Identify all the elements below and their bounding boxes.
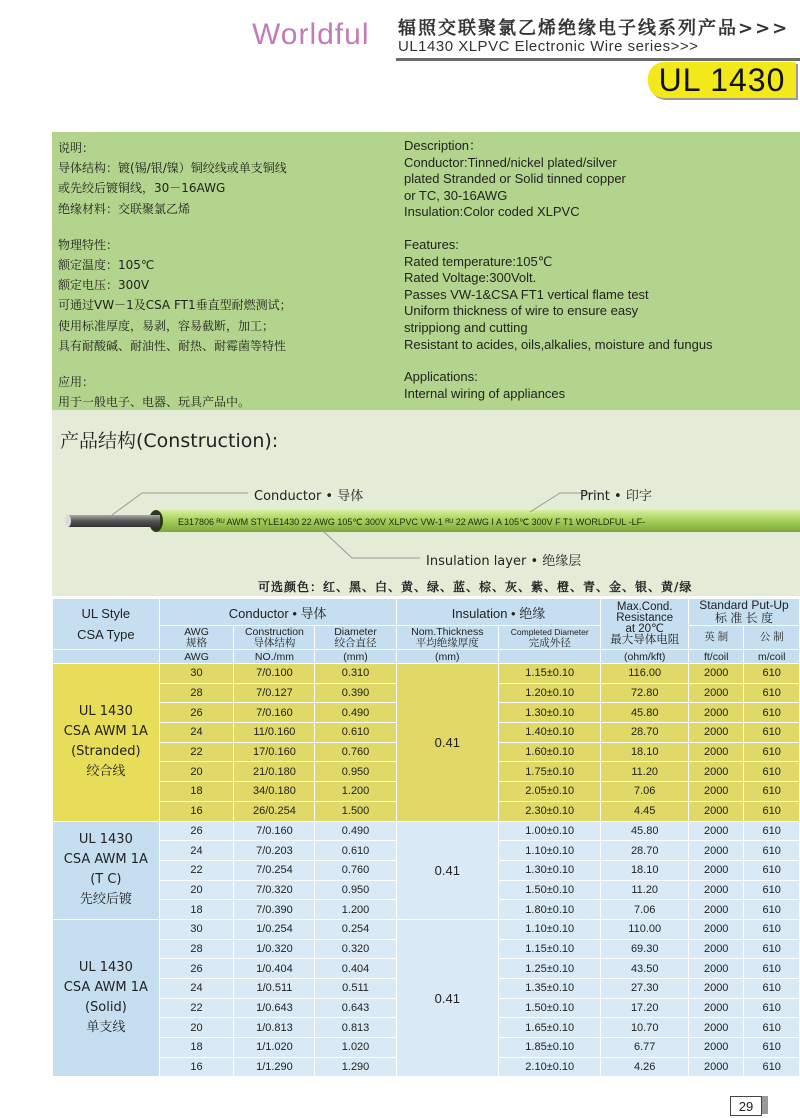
cell-construction: 1/1.020: [234, 1038, 315, 1058]
cell-diameter: 0.760: [315, 742, 396, 762]
cell-resistance: 45.80: [601, 703, 689, 723]
cell-construction: 7/0.254: [234, 860, 315, 880]
desc-cn-app: 用于一般电子、电器、玩具产品中。: [58, 395, 251, 410]
cell-m: 610: [744, 1057, 800, 1077]
cell-construction: 1/0.320: [234, 939, 315, 959]
cell-completed-diameter: 2.30±0.10: [499, 801, 601, 821]
cell-resistance: 27.30: [601, 979, 689, 999]
cell-awg: 30: [159, 664, 234, 684]
conductor-tip: [65, 515, 71, 527]
desc-en-temp: Rated temperature:105℃: [404, 253, 553, 269]
desc-en-insulation: Insulation:Color coded XLPVC: [404, 204, 580, 220]
cell-ft: 2000: [688, 664, 743, 684]
cell-ft: 2000: [688, 1038, 743, 1058]
desc-cn-conductor-1: 导体结构：镀(锡/银/镍）铜绞线或单支铜线: [58, 161, 287, 176]
cell-m: 610: [744, 703, 800, 723]
brand-logo: Worldful: [252, 18, 370, 51]
cell-m: 610: [744, 979, 800, 999]
table-row: [53, 821, 800, 841]
cell-completed-diameter: 1.85±0.10: [499, 1038, 601, 1058]
cell-diameter: 0.390: [315, 683, 396, 703]
cell-completed-diameter: 2.05±0.10: [499, 782, 601, 802]
insulation-pointer: [322, 530, 352, 558]
group-label: UL 1430 CSA AWM 1A (Stranded) 绞合线: [53, 664, 160, 822]
cell-completed-diameter: 1.20±0.10: [499, 683, 601, 703]
cell-awg: 26: [159, 703, 234, 723]
cell-completed-diameter: 1.50±0.10: [499, 998, 601, 1018]
cell-diameter: 0.760: [315, 860, 396, 880]
cell-completed-diameter: 1.15±0.10: [499, 939, 601, 959]
header-ft: 英 制: [688, 626, 743, 650]
header-putup: Standard Put-Up 标 准 长 度: [688, 599, 799, 626]
cell-diameter: 1.500: [315, 801, 396, 821]
cell-ft: 2000: [688, 860, 743, 880]
cell-m: 610: [744, 1018, 800, 1038]
cell-construction: 1/1.290: [234, 1057, 315, 1077]
cell-awg: 30: [159, 919, 234, 939]
desc-en-resist: Resistant to acides, oils,alkalies, moisture and fungus: [404, 336, 713, 352]
page-number: 29: [730, 1096, 762, 1116]
cell-ft: 2000: [688, 919, 743, 939]
cell-m: 610: [744, 723, 800, 743]
cell-resistance: 4.26: [601, 1057, 689, 1077]
desc-cn-insulation: 绝缘材料：交联聚氯乙烯: [58, 201, 191, 216]
conductor-pointer: [112, 493, 142, 515]
cell-resistance: 7.06: [601, 782, 689, 802]
unit-resistance: (ohm/kft): [601, 650, 689, 664]
cell-awg: 18: [159, 900, 234, 920]
cell-construction: 1/0.511: [234, 979, 315, 999]
cell-ft: 2000: [688, 703, 743, 723]
cell-m: 610: [744, 762, 800, 782]
header-style: UL Style CSA Type: [53, 599, 160, 650]
cell-m: 610: [744, 860, 800, 880]
cell-m: 610: [744, 900, 800, 920]
desc-cn-uniform: 使用标准厚度，易剥，容易截断，加工；: [58, 318, 275, 333]
cell-ft: 2000: [688, 998, 743, 1018]
header-completed-diameter: Completed Diameter 完成外径: [499, 626, 601, 650]
unit-construction: NO./mm: [234, 650, 315, 664]
cell-ft: 2000: [688, 782, 743, 802]
cell-construction: 11/0.160: [234, 723, 315, 743]
cell-resistance: 116.00: [601, 664, 689, 684]
desc-en-uniform-1: Uniform thickness of wire to ensure easy: [404, 303, 639, 319]
cell-awg: 22: [159, 860, 234, 880]
desc-en-flame: Passes VW-1&CSA FT1 vertical flame test: [404, 286, 649, 302]
print-label: Print • 印字: [580, 489, 652, 504]
desc-en-conductor-1: Conductor:Tinned/nickel plated/silver: [404, 154, 617, 170]
cell-m: 610: [744, 782, 800, 802]
cell-m: 610: [744, 683, 800, 703]
cell-diameter: 0.310: [315, 664, 396, 684]
cell-awg: 28: [159, 939, 234, 959]
conductor-strand: [68, 515, 160, 527]
cell-resistance: 28.70: [601, 723, 689, 743]
cell-construction: 7/0.203: [234, 841, 315, 861]
description-chinese: [58, 138, 398, 412]
cell-ft: 2000: [688, 683, 743, 703]
cell-diameter: 0.643: [315, 998, 396, 1018]
cell-awg: 24: [159, 841, 234, 861]
model-badge: UL 1430: [648, 62, 796, 98]
cell-m: 610: [744, 1038, 800, 1058]
cell-construction: 26/0.254: [234, 801, 315, 821]
unit-diameter: (mm): [315, 650, 396, 664]
conductor-label: Conductor • 导体: [254, 489, 364, 504]
table-row: [53, 664, 800, 684]
cell-completed-diameter: 1.25±0.10: [499, 959, 601, 979]
cell-ft: 2000: [688, 959, 743, 979]
cell-m: 610: [744, 939, 800, 959]
insulation-label: Insulation layer • 绝缘层: [426, 554, 582, 569]
cell-completed-diameter: 1.10±0.10: [499, 919, 601, 939]
cell-construction: 7/0.320: [234, 880, 315, 900]
cell-awg: 16: [159, 1057, 234, 1077]
cell-completed-diameter: 1.80±0.10: [499, 900, 601, 920]
unit-completed: [499, 650, 601, 664]
cell-ft: 2000: [688, 979, 743, 999]
cell-awg: 20: [159, 880, 234, 900]
cell-m: 610: [744, 742, 800, 762]
desc-en-uniform-2: strippiong and cutting: [404, 319, 528, 335]
cell-m: 610: [744, 841, 800, 861]
cell-construction: 1/0.643: [234, 998, 315, 1018]
description-english: [404, 138, 798, 402]
desc-cn-voltage: 额定电压：300V: [58, 278, 150, 293]
cell-awg: 16: [159, 801, 234, 821]
print-text: E317806 ᴿᵁ AWM STYLE1430 22 AWG 105℃ 300V XLPVC VW-1 ᴿᵁ 22 AWG I A 105℃ 300V F T1 WORLDFUL -LF-: [178, 517, 646, 527]
cell-completed-diameter: 1.75±0.10: [499, 762, 601, 782]
cell-ft: 2000: [688, 939, 743, 959]
cell-ft: 2000: [688, 841, 743, 861]
desc-cn-app-heading: 应用：: [58, 375, 95, 390]
cell-construction: 34/0.180: [234, 782, 315, 802]
cell-construction: 7/0.160: [234, 821, 315, 841]
cell-resistance: 18.10: [601, 860, 689, 880]
spec-table: [52, 598, 800, 1077]
cell-diameter: 0.813: [315, 1018, 396, 1038]
cell-awg: 18: [159, 782, 234, 802]
header-m: 公 制: [744, 626, 800, 650]
units-blank: [53, 650, 160, 664]
cell-m: 610: [744, 919, 800, 939]
cell-thickness: 0.41: [396, 821, 498, 919]
construction-panel: [52, 410, 800, 596]
cell-ft: 2000: [688, 1057, 743, 1077]
cell-m: 610: [744, 664, 800, 684]
cell-construction: 7/0.390: [234, 900, 315, 920]
cell-diameter: 0.610: [315, 723, 396, 743]
cell-resistance: 7.06: [601, 900, 689, 920]
cell-diameter: 0.320: [315, 939, 396, 959]
cell-resistance: 28.70: [601, 841, 689, 861]
unit-awg: AWG: [159, 650, 234, 664]
desc-cn-features-heading: 物理特性：: [58, 237, 119, 252]
cell-awg: 26: [159, 959, 234, 979]
cell-resistance: 11.20: [601, 880, 689, 900]
desc-en-conductor-3: or TC, 30-16AWG: [404, 187, 508, 203]
cell-awg: 28: [159, 683, 234, 703]
desc-en-conductor-2: plated Stranded or Solid tinned copper: [404, 171, 626, 187]
cell-ft: 2000: [688, 801, 743, 821]
print-pointer-d: [530, 493, 560, 512]
cell-diameter: 0.950: [315, 880, 396, 900]
cell-ft: 2000: [688, 880, 743, 900]
cell-m: 610: [744, 998, 800, 1018]
desc-cn-temp: 额定温度：105℃: [58, 258, 155, 273]
cell-completed-diameter: 1.60±0.10: [499, 742, 601, 762]
header-conductor: Conductor • 导体: [159, 599, 396, 626]
cell-m: 610: [744, 801, 800, 821]
unit-ft: ft/coil: [688, 650, 743, 664]
construction-title: 产品结构(Construction):: [60, 430, 279, 452]
cell-m: 610: [744, 880, 800, 900]
cell-diameter: 0.404: [315, 959, 396, 979]
desc-en-app-heading: Applications:: [404, 369, 478, 385]
cell-completed-diameter: 1.15±0.10: [499, 664, 601, 684]
cell-ft: 2000: [688, 1018, 743, 1038]
cell-ft: 2000: [688, 742, 743, 762]
cell-completed-diameter: 1.10±0.10: [499, 841, 601, 861]
cell-resistance: 18.10: [601, 742, 689, 762]
cell-thickness: 0.41: [396, 919, 498, 1077]
cell-diameter: 0.490: [315, 821, 396, 841]
cell-resistance: 11.20: [601, 762, 689, 782]
cell-diameter: 1.290: [315, 1057, 396, 1077]
cell-completed-diameter: 1.35±0.10: [499, 979, 601, 999]
cell-ft: 2000: [688, 723, 743, 743]
cell-diameter: 0.254: [315, 919, 396, 939]
cell-diameter: 0.950: [315, 762, 396, 782]
desc-cn-flame: 可通过VW－1及CSA FT1垂直型耐燃测试；: [58, 298, 292, 313]
cell-construction: 1/0.813: [234, 1018, 315, 1038]
title-english: UL1430 XLPVC Electronic Wire series>>>: [398, 38, 699, 55]
cell-completed-diameter: 1.30±0.10: [499, 860, 601, 880]
cell-construction: 1/0.254: [234, 919, 315, 939]
cell-ft: 2000: [688, 900, 743, 920]
header-awg: AWG 规格: [159, 626, 234, 650]
cell-resistance: 17.20: [601, 998, 689, 1018]
cell-awg: 24: [159, 723, 234, 743]
cell-awg: 24: [159, 979, 234, 999]
cell-completed-diameter: 1.00±0.10: [499, 821, 601, 841]
header-nom-thickness: Nom.Thickness 平均绝缘厚度: [396, 626, 498, 650]
cell-resistance: 43.50: [601, 959, 689, 979]
cell-thickness: 0.41: [396, 664, 498, 822]
cell-awg: 22: [159, 742, 234, 762]
cell-diameter: 0.610: [315, 841, 396, 861]
header-diameter: Diameter 绞合直径: [315, 626, 396, 650]
description-panel: [52, 132, 800, 410]
cell-resistance: 72.80: [601, 683, 689, 703]
desc-cn-resist: 具有耐酸碱、耐油性、耐热、耐霉菌等特性: [58, 338, 287, 353]
cell-completed-diameter: 2.10±0.10: [499, 1057, 601, 1077]
cell-construction: 7/0.127: [234, 683, 315, 703]
cell-completed-diameter: 1.30±0.10: [499, 703, 601, 723]
cell-m: 610: [744, 821, 800, 841]
group-label: UL 1430 CSA AWM 1A (Solid) 单支线: [53, 919, 160, 1077]
cell-resistance: 45.80: [601, 821, 689, 841]
table-row: [53, 919, 800, 939]
cell-resistance: 10.70: [601, 1018, 689, 1038]
cell-awg: 26: [159, 821, 234, 841]
header-insulation: Insulation • 绝缘: [396, 599, 601, 626]
cell-construction: 17/0.160: [234, 742, 315, 762]
cell-awg: 20: [159, 1018, 234, 1038]
desc-en-voltage: Rated Voltage:300Volt.: [404, 270, 537, 286]
cell-construction: 21/0.180: [234, 762, 315, 782]
cell-diameter: 1.200: [315, 900, 396, 920]
cell-diameter: 0.490: [315, 703, 396, 723]
desc-en-features-heading: Features:: [404, 236, 459, 252]
cell-resistance: 6.77: [601, 1038, 689, 1058]
group-label: UL 1430 CSA AWM 1A (T C) 先绞后镀: [53, 821, 160, 919]
unit-m: m/coil: [744, 650, 800, 664]
cell-ft: 2000: [688, 821, 743, 841]
desc-en-heading: Description：: [404, 138, 483, 153]
cell-construction: 1/0.404: [234, 959, 315, 979]
cell-construction: 7/0.160: [234, 703, 315, 723]
cell-resistance: 4.45: [601, 801, 689, 821]
page-number-bar: [762, 1096, 768, 1114]
desc-en-app: Internal wiring of appliances: [404, 385, 566, 401]
header-max-resistance: Max.Cond. Resistance at 20℃ 最大导体电阻: [601, 599, 689, 650]
cell-construction: 7/0.100: [234, 664, 315, 684]
cell-diameter: 1.200: [315, 782, 396, 802]
cell-awg: 20: [159, 762, 234, 782]
cell-awg: 18: [159, 1038, 234, 1058]
cell-completed-diameter: 1.50±0.10: [499, 880, 601, 900]
cell-awg: 22: [159, 998, 234, 1018]
available-colors: 可选颜色：红、黑、白、黄、绿、蓝、棕、灰、紫、橙、青、金、银、黄/绿: [258, 580, 693, 594]
desc-cn-conductor-2: 或先绞后镀铜线，30－16AWG: [58, 181, 226, 196]
cell-resistance: 110.00: [601, 919, 689, 939]
desc-cn-heading: 说明：: [58, 141, 95, 155]
cell-resistance: 69.30: [601, 939, 689, 959]
cell-m: 610: [744, 959, 800, 979]
header-construction: Construction 导体结构: [234, 626, 315, 650]
cell-ft: 2000: [688, 762, 743, 782]
cell-completed-diameter: 1.40±0.10: [499, 723, 601, 743]
unit-thickness: (mm): [396, 650, 498, 664]
cell-completed-diameter: 1.65±0.10: [499, 1018, 601, 1038]
cell-diameter: 0.511: [315, 979, 396, 999]
title-chinese: 辐照交联聚氯乙烯绝缘电子线系列产品>>>: [398, 18, 790, 39]
cell-diameter: 1.020: [315, 1038, 396, 1058]
